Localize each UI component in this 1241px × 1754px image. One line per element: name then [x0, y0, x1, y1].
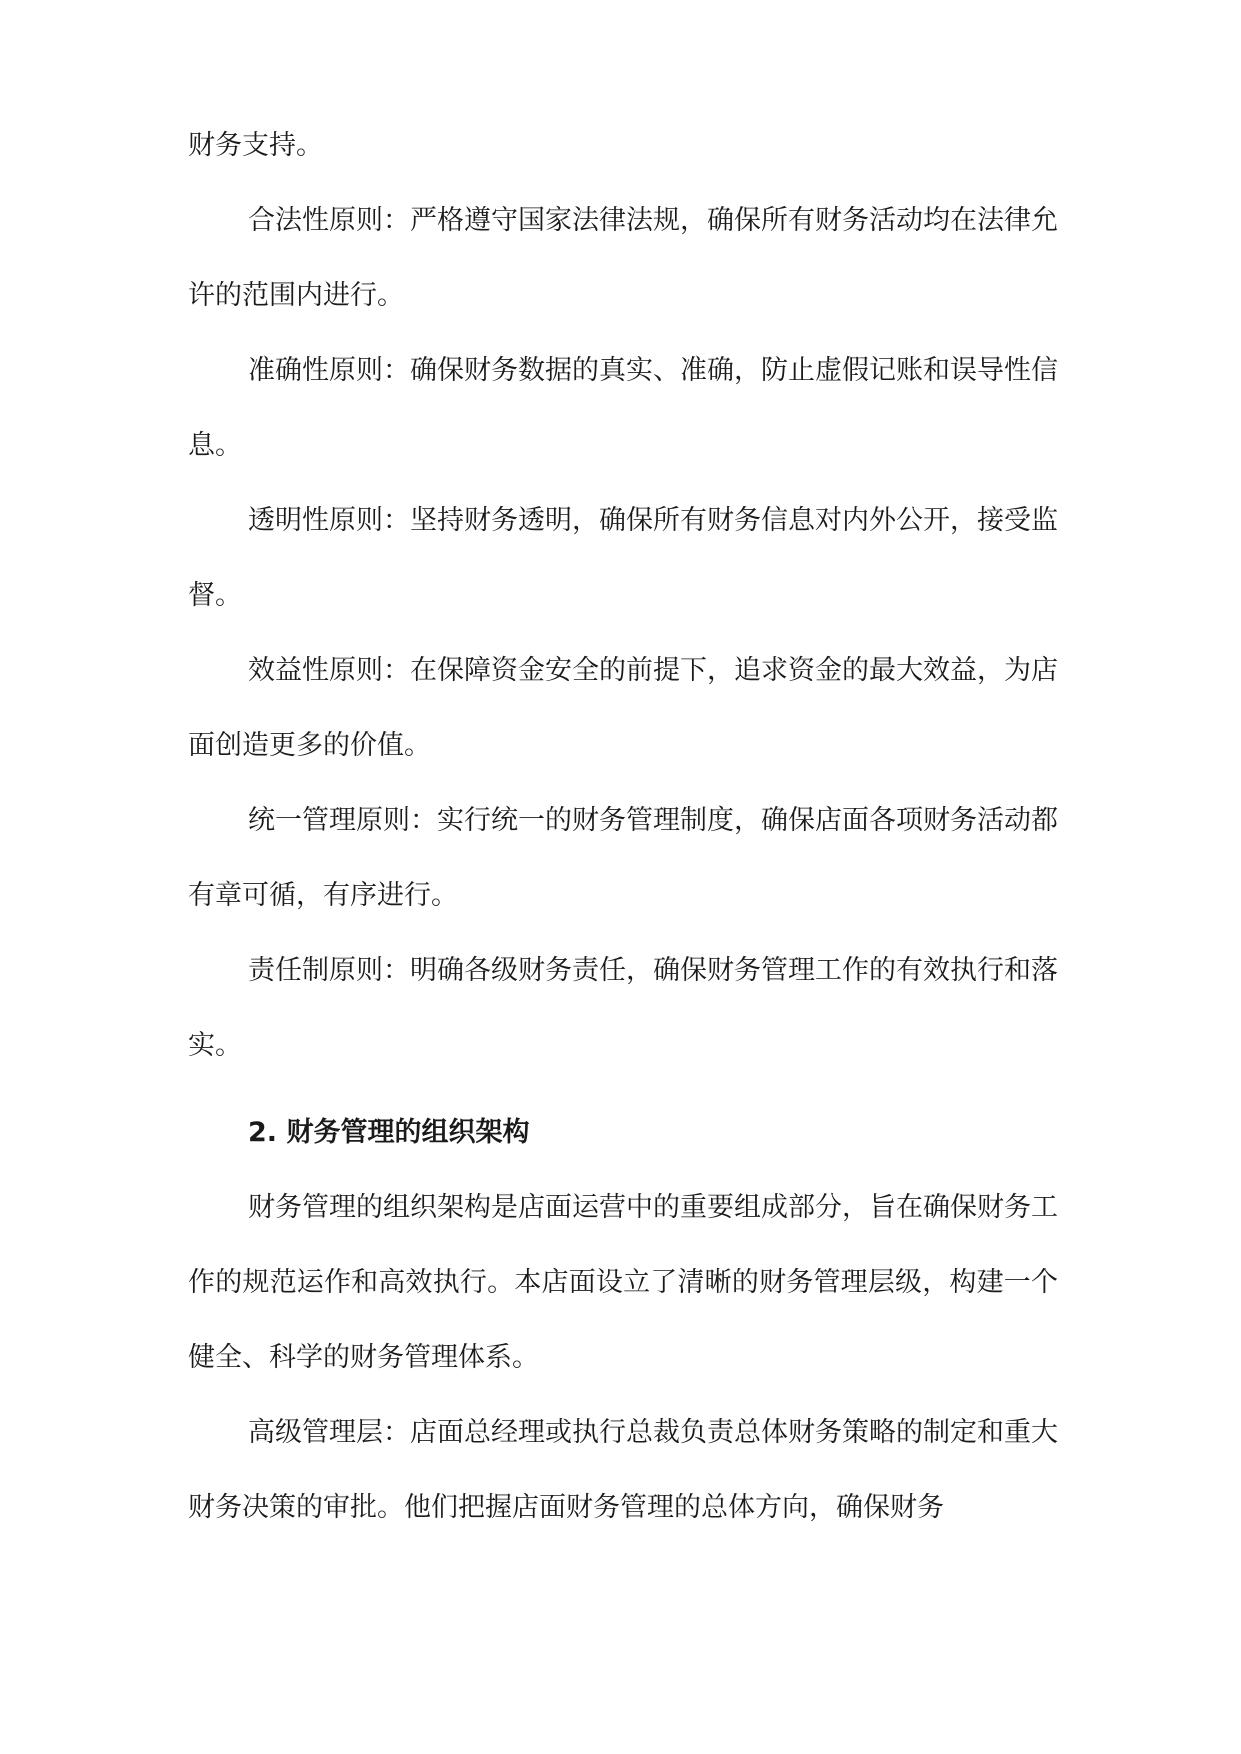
paragraph-org-structure-intro: 财务管理的组织架构是店面运营中的重要组成部分，旨在确保财务工作的规范运作和高效执行。本店面设立了清晰的财务管理层级，构建一个健全、科学的财务管理体系。: [188, 1192, 1058, 1373]
document-body: [188, 108, 1058, 1545]
section-heading: 2. 财务管理的组织架构: [248, 1117, 530, 1148]
paragraph-legality-principle: 合法性原则：严格遵守国家法律法规，确保所有财务活动均在法律允许的范围内进行。: [188, 205, 1058, 311]
paragraph-unified-management-principle: 统一管理原则：实行统一的财务管理制度，确保店面各项财务活动都有章可循，有序进行。: [188, 805, 1058, 911]
section-gap: [188, 1083, 1058, 1095]
paragraph-continuation: 财务支持。: [188, 130, 323, 161]
paragraph-responsibility-principle: 责任制原则：明确各级财务责任，确保财务管理工作的有效执行和落实。: [188, 955, 1058, 1061]
paragraph-transparency-principle: 透明性原则：坚持财务透明，确保所有财务信息对内外公开，接受监督。: [188, 505, 1058, 611]
paragraph-accuracy-principle: 准确性原则：确保财务数据的真实、准确，防止虚假记账和误导性信息。: [188, 355, 1058, 461]
paragraph-efficiency-principle: 效益性原则：在保障资金安全的前提下，追求资金的最大效益，为店面创造更多的价值。: [188, 655, 1058, 761]
paragraph-senior-management: 高级管理层：店面总经理或执行总裁负责总体财务策略的制定和重大财务决策的审批。他们把握店面财务管理的总体方向，确保财务: [188, 1417, 1058, 1523]
